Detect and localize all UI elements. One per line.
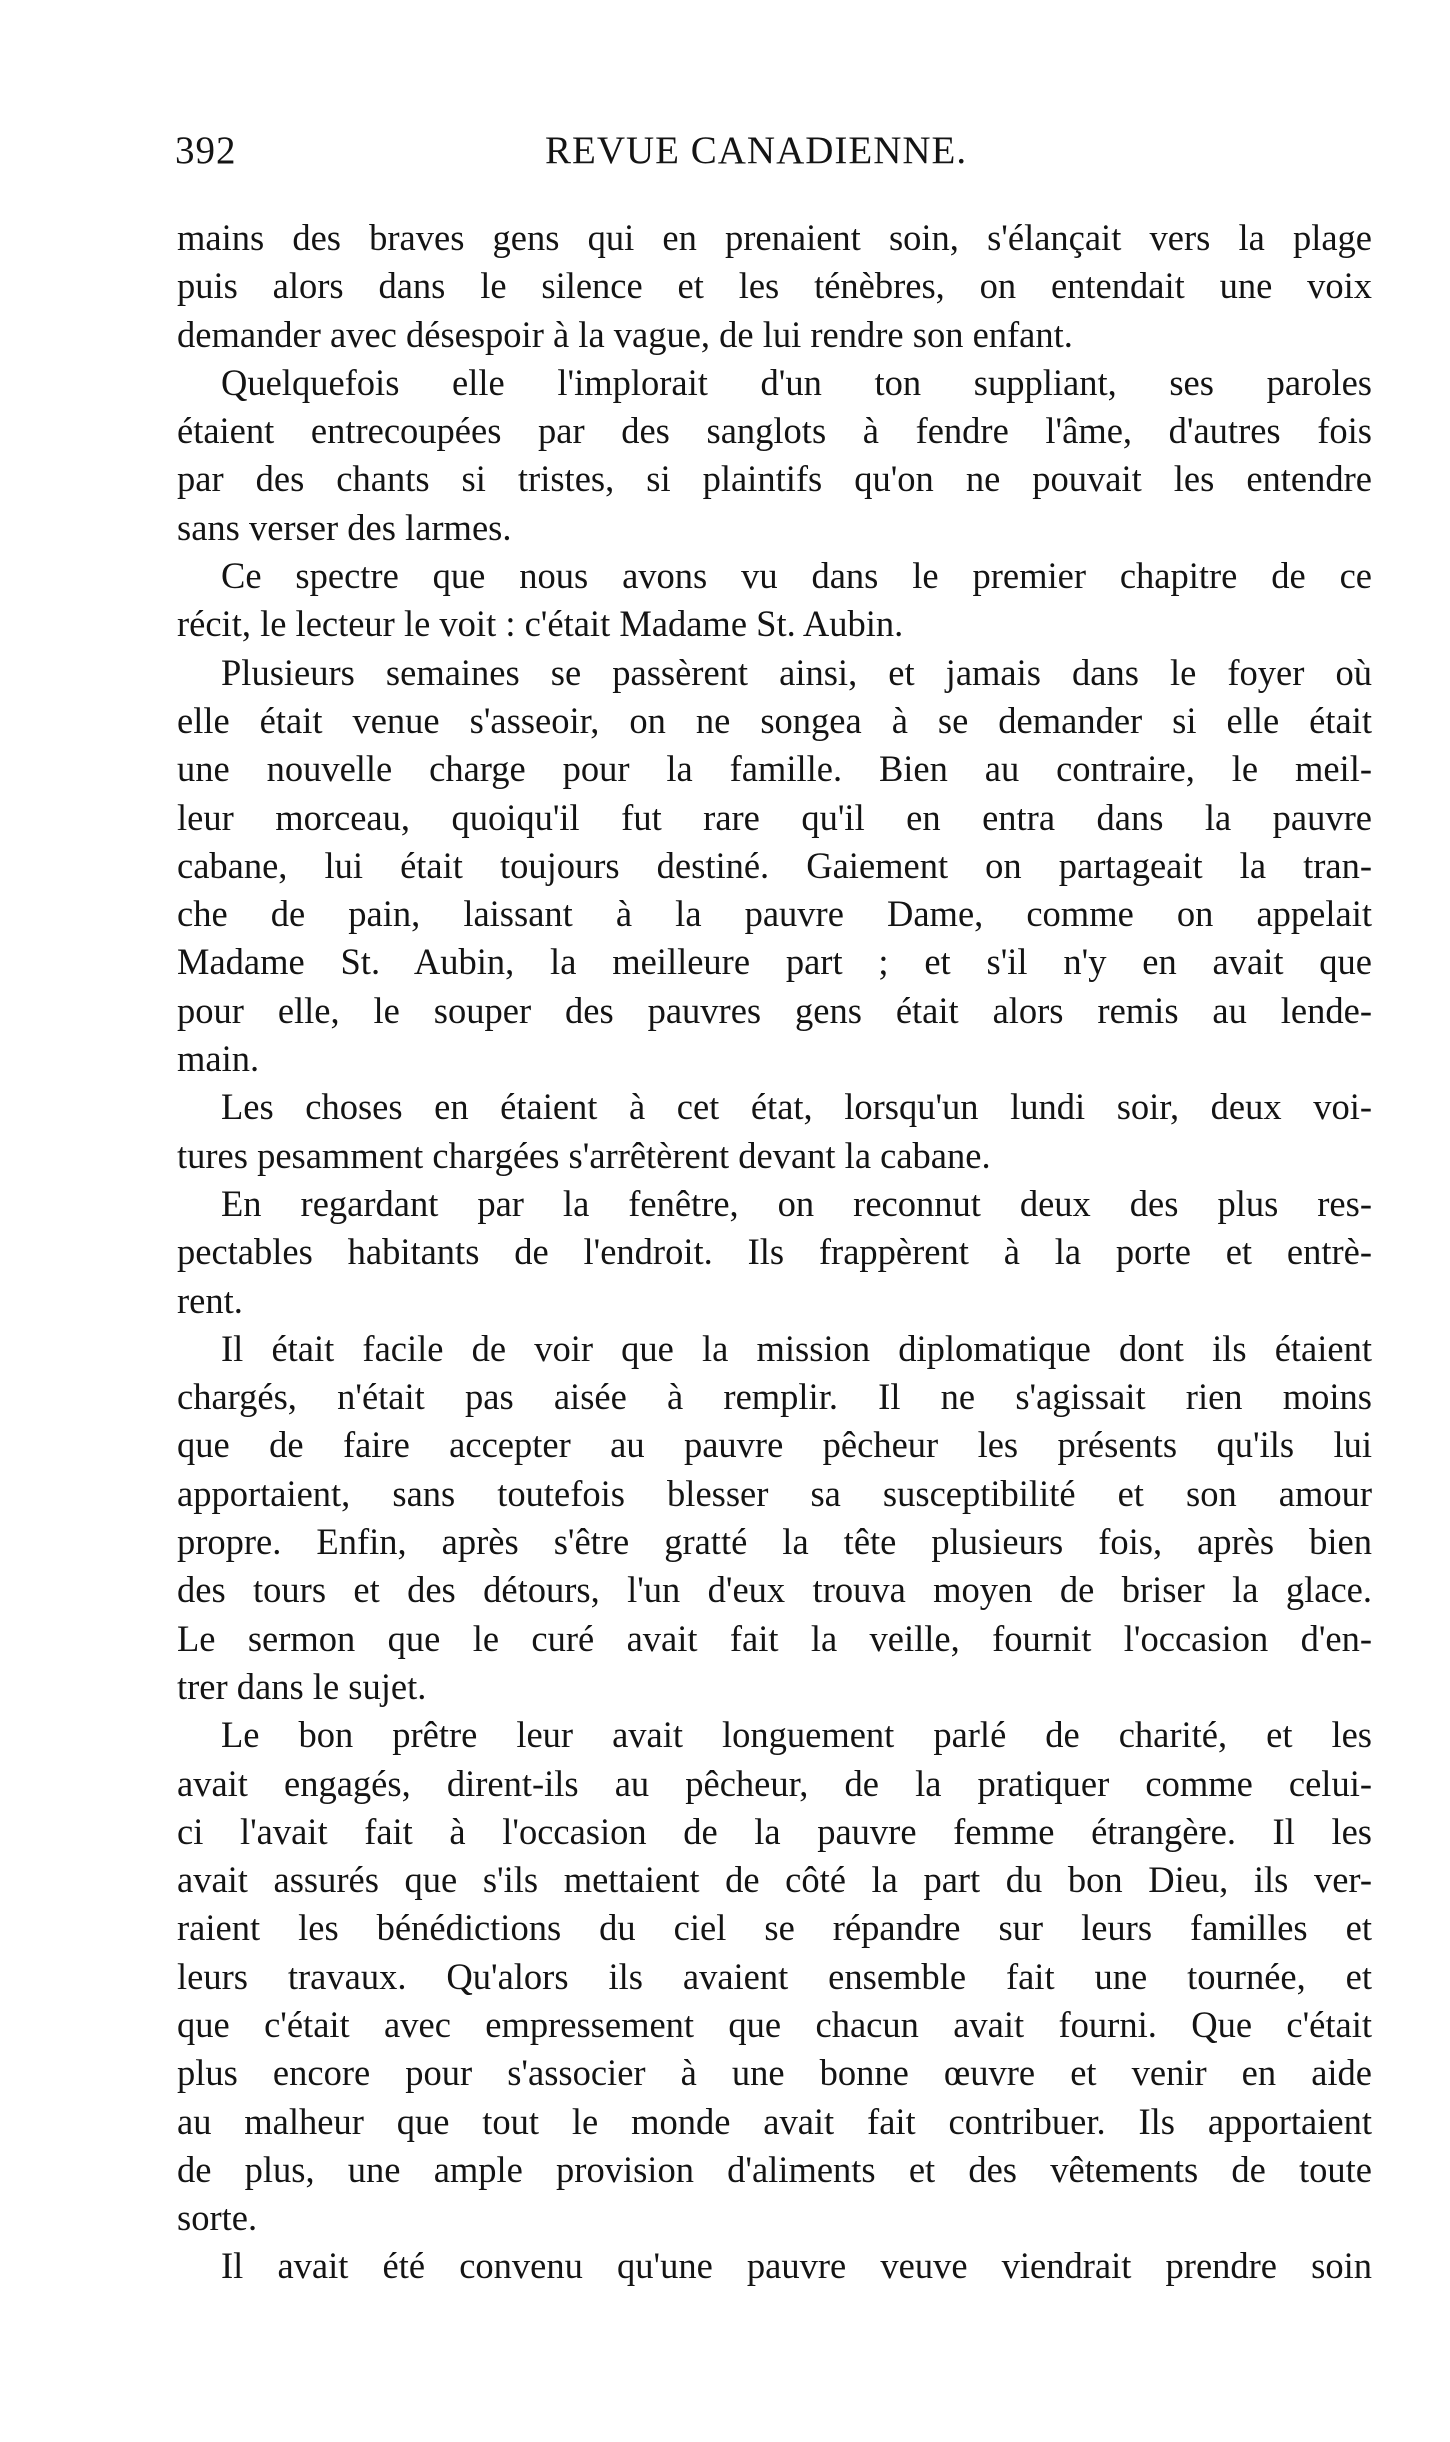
paragraph — [177, 649, 1372, 1084]
paragraph — [177, 2242, 1372, 2290]
text-line: rent. — [177, 1279, 243, 1321]
text-line: que de faire accepter au pauvre pêcheur les présents qu'ils lui — [177, 1424, 1372, 1466]
text-line: Le sermon que le curé avait fait la veille, fournit l'occasion d'en- — [177, 1617, 1372, 1659]
text-line: che de pain, laissant à la pauvre Dame, comme on appelait — [177, 893, 1372, 935]
paragraph — [177, 214, 1372, 359]
text-line: mains des braves gens qui en prenaient soin, s'élançait vers la plage — [177, 217, 1372, 258]
text-line: elle était venue s'asseoir, on ne songea à se demander si elle était — [177, 699, 1372, 741]
text-line: Les choses en étaient à cet état, lorsqu'un lundi soir, deux voi- — [221, 1086, 1372, 1128]
text-line: Il avait été convenu qu'une pauvre veuve viendrait prendre soin — [221, 2245, 1372, 2287]
text-line: sans verser des larmes. — [177, 506, 512, 548]
body-text — [177, 214, 1372, 2291]
paragraph — [177, 1711, 1372, 2242]
paragraph — [177, 1325, 1372, 1711]
text-line: raient les bénédictions du ciel se répandre sur leurs familles et — [177, 1907, 1372, 1949]
text-line: chargés, n'était pas aisée à remplir. Il ne s'agissait rien moins — [177, 1376, 1372, 1418]
text-line: sorte. — [177, 2197, 258, 2239]
text-line: cabane, lui était toujours destiné. Gaiement on partageait la tran- — [177, 844, 1372, 886]
text-line: Il était facile de voir que la mission diplomatique dont ils étaient — [221, 1327, 1372, 1369]
running-title: REVUE CANADIENNE. — [545, 129, 968, 172]
text-line: main. — [177, 1038, 260, 1080]
page-header — [175, 128, 1370, 178]
text-line: Plusieurs semaines se passèrent ainsi, et jamais dans le foyer où — [221, 651, 1372, 693]
text-line: avait assurés que s'ils mettaient de côté la part du bon Dieu, ils ver- — [177, 1859, 1372, 1901]
text-line: au malheur que tout le monde avait fait contribuer. Ils apportaient — [177, 2100, 1372, 2142]
text-line: puis alors dans le silence et les ténèbres, on entendait une voix — [177, 265, 1372, 307]
text-line: avait engagés, dirent-ils au pêcheur, de la pratiquer comme celui- — [177, 1762, 1372, 1804]
text-line: ci l'avait fait à l'occasion de la pauvre femme étrangère. Il les — [177, 1810, 1372, 1852]
text-line: demander avec désespoir à la vague, de lui rendre son enfant. — [177, 313, 1073, 355]
text-line: étaient entrecoupées par des sanglots à fendre l'âme, d'autres fois — [177, 410, 1372, 452]
paragraph — [177, 359, 1372, 552]
text-line: Ce spectre que nous avons vu dans le premier chapitre de ce — [221, 555, 1372, 597]
text-line: apportaient, sans toutefois blesser sa susceptibilité et son amour — [177, 1472, 1372, 1514]
text-line: une nouvelle charge pour la famille. Bien au contraire, le meil- — [177, 748, 1372, 790]
text-line: des tours et des détours, l'un d'eux trouva moyen de briser la glace. — [177, 1569, 1372, 1611]
page-number: 392 — [175, 129, 237, 172]
text-line: tures pesamment chargées s'arrêtèrent devant la cabane. — [177, 1134, 991, 1176]
text-line: propre. Enfin, après s'être gratté la tête plusieurs fois, après bien — [177, 1521, 1372, 1563]
text-line: leur morceau, quoiqu'il fut rare qu'il en entra dans la pauvre — [177, 796, 1372, 838]
text-line: leurs travaux. Qu'alors ils avaient ensemble fait une tournée, et — [177, 1955, 1372, 1997]
text-line: Le bon prêtre leur avait longuement parlé de charité, et les — [221, 1714, 1372, 1756]
text-line: que c'était avec empressement que chacun avait fourni. Que c'était — [177, 2003, 1372, 2045]
paragraph — [177, 1083, 1372, 1180]
text-line: Quelquefois elle l'implorait d'un ton suppliant, ses paroles — [221, 361, 1372, 403]
text-line: par des chants si tristes, si plaintifs qu'on ne pouvait les entendre — [177, 458, 1372, 500]
text-line: Madame St. Aubin, la meilleure part ; et s'il n'y en avait que — [177, 941, 1372, 983]
paragraph — [177, 1180, 1372, 1325]
text-line: plus encore pour s'associer à une bonne œuvre et venir en aide — [177, 2052, 1372, 2094]
text-line: récit, le lecteur le voit : c'était Madame St. Aubin. — [177, 603, 904, 645]
text-line: pectables habitants de l'endroit. Ils frappèrent à la porte et entrè- — [177, 1231, 1372, 1273]
text-line: trer dans le sujet. — [177, 1665, 427, 1707]
text-line: de plus, une ample provision d'aliments et des vêtements de toute — [177, 2148, 1372, 2190]
paragraph — [177, 552, 1372, 649]
text-line: pour elle, le souper des pauvres gens était alors remis au lende- — [177, 989, 1372, 1031]
text-line: En regardant par la fenêtre, on reconnut deux des plus res- — [221, 1182, 1372, 1224]
